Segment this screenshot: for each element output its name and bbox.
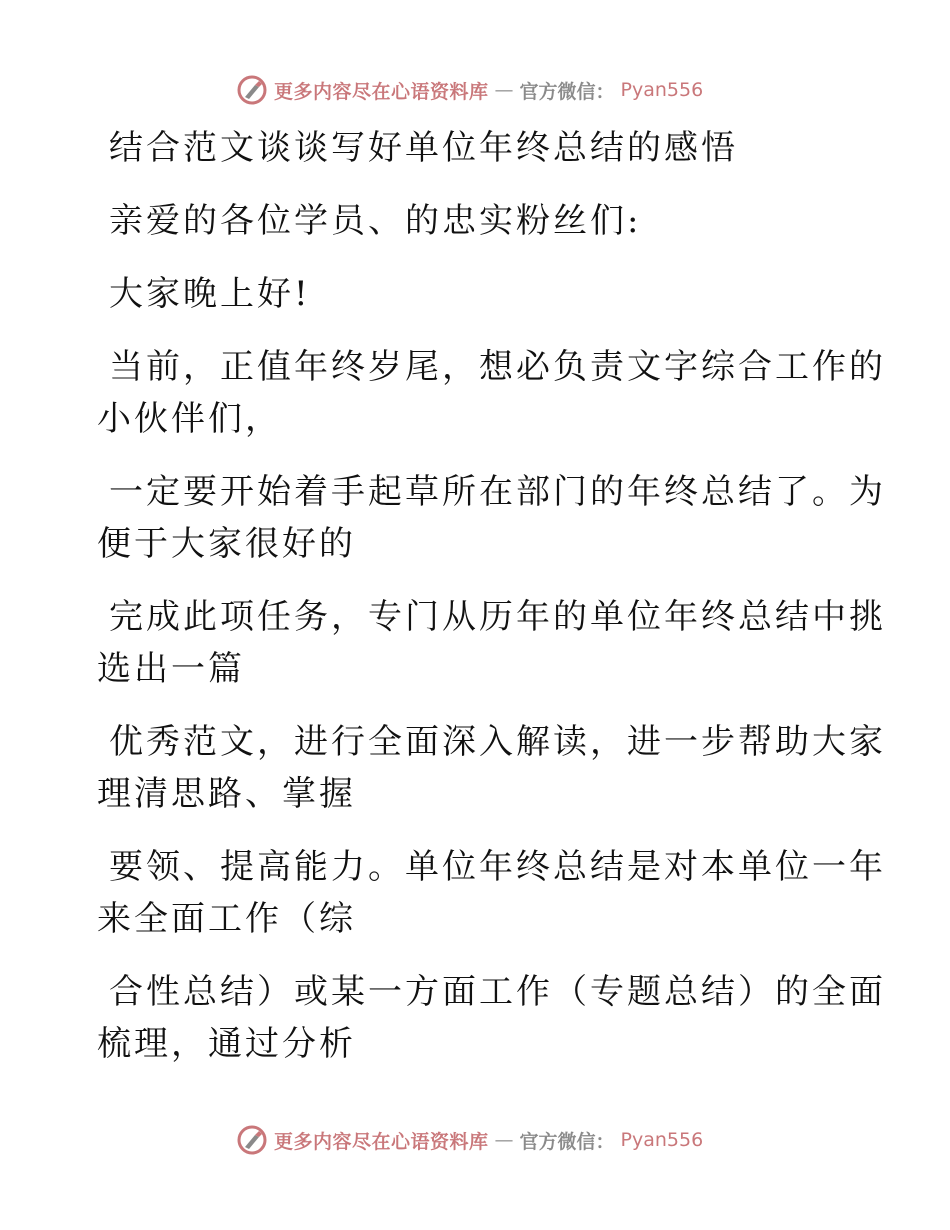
- paragraph-line: 完成此项任务，专门从历年的单位年终总结中挑: [109, 597, 886, 637]
- banner-wechat-label: 官方微信：: [519, 80, 615, 103]
- paragraph-line: 选出一篇: [97, 649, 245, 689]
- banner-wechat-label: 官方微信：: [519, 1130, 615, 1153]
- paragraph-2: [97, 466, 886, 570]
- banner-wechat-id: Pyan556: [620, 1129, 704, 1151]
- paragraph-line: 一定要开始着手起草所在部门的年终总结了。为: [109, 472, 886, 512]
- paragraph-line: 合性总结）或某一方面工作（专题总结）的全面: [109, 972, 886, 1012]
- paragraph-4: [97, 716, 886, 820]
- paragraph-line: 理清思路、掌握: [97, 774, 356, 814]
- paragraph-3: [97, 591, 886, 695]
- paragraph-1: [97, 341, 886, 445]
- document-body: [97, 122, 886, 1091]
- paragraph-line: 优秀范文，进行全面深入解读，进一步帮助大家: [109, 722, 886, 762]
- banner-promo-text: 更多内容尽在心语资料库: [274, 80, 489, 103]
- greeting: 大家晚上好!: [109, 274, 311, 314]
- banner-dash: —: [494, 1129, 514, 1151]
- header-banner: [236, 72, 703, 108]
- banner-dash: —: [494, 79, 514, 101]
- paragraph-6: [97, 966, 886, 1070]
- paragraph-line: 当前，正值年终岁尾，想必负责文字综合工作的: [109, 347, 886, 387]
- paragraph-line: 要领、提高能力。单位年终总结是对本单位一年: [109, 847, 886, 887]
- document-title: 结合范文谈谈写好单位年终总结的感悟: [109, 128, 738, 168]
- pen-logo-icon: [236, 1124, 268, 1156]
- footer-banner: [236, 1122, 703, 1158]
- banner-wechat-id: Pyan556: [620, 79, 704, 101]
- paragraph-line: 梳理，通过分析: [97, 1024, 356, 1064]
- paragraph-line: 小伙伴们，: [97, 399, 282, 439]
- paragraph-5: [97, 841, 886, 945]
- banner-promo-text: 更多内容尽在心语资料库: [274, 1130, 489, 1153]
- paragraph-line: 来全面工作（综: [97, 899, 356, 939]
- paragraph-line: 便于大家很好的: [97, 524, 356, 564]
- pen-logo-icon: [236, 74, 268, 106]
- salutation: 亲爱的各位学员、的忠实粉丝们:: [109, 201, 642, 241]
